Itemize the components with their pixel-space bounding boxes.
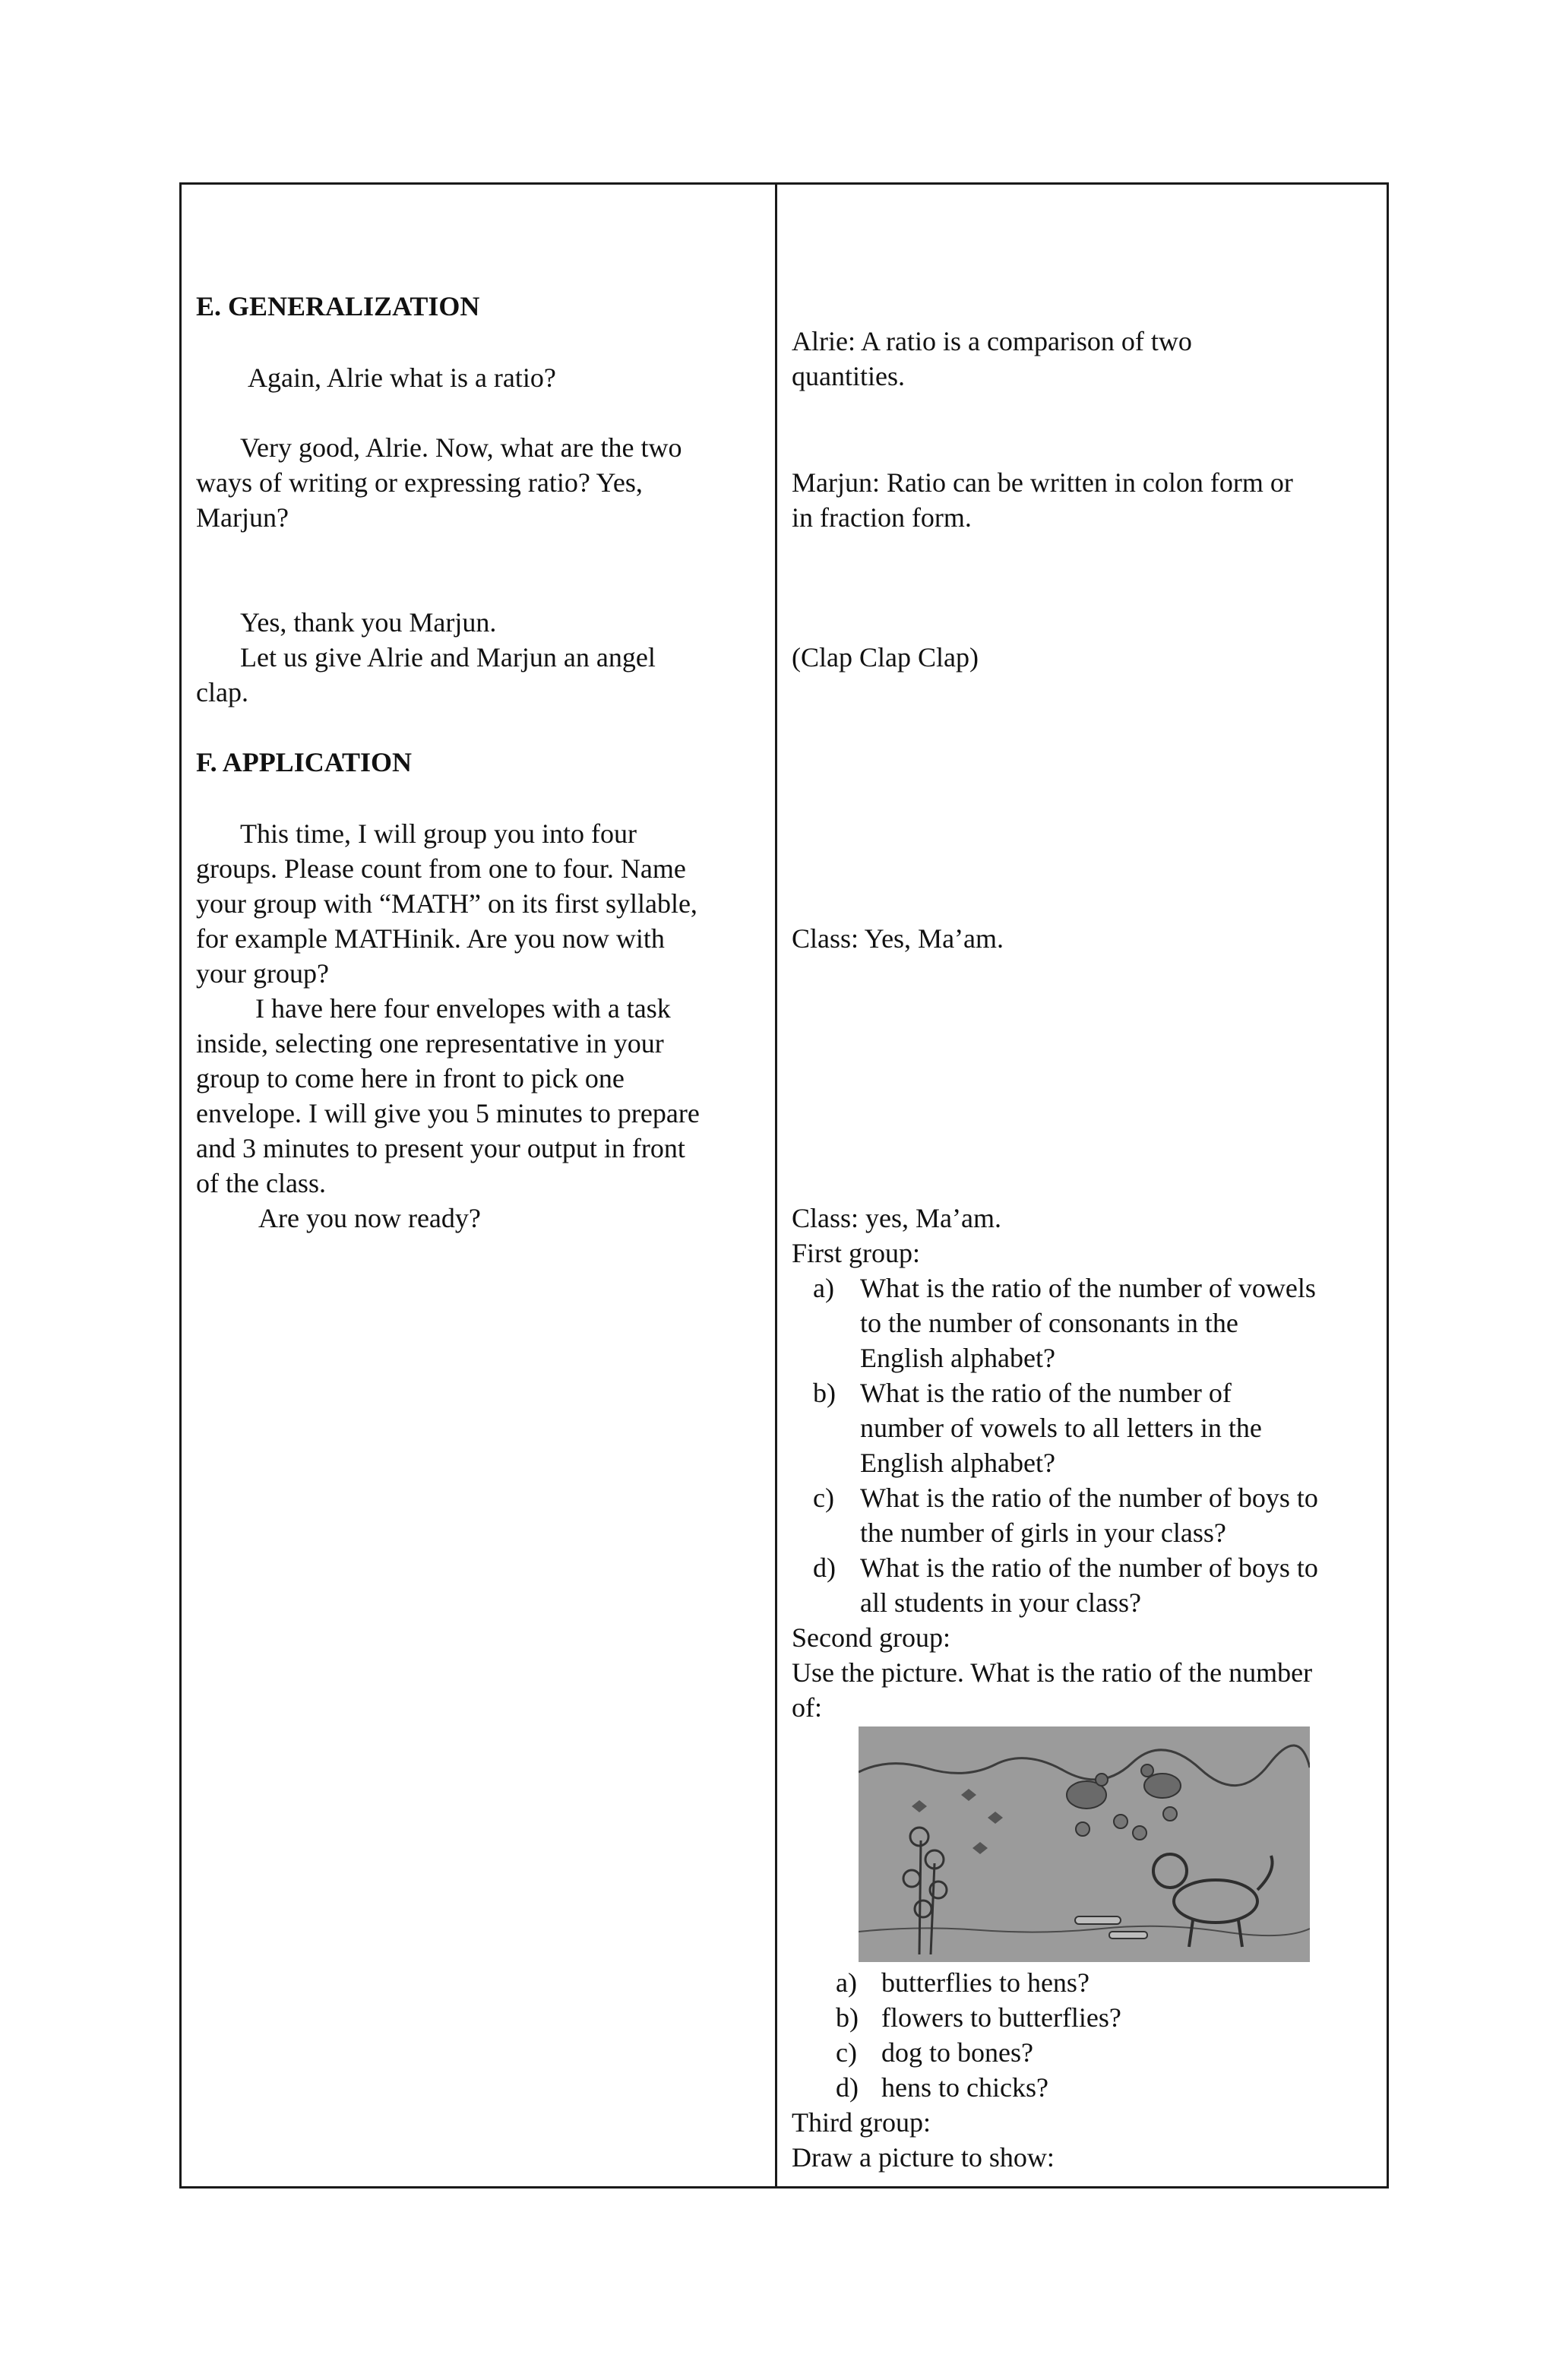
list-item: flowers to butterflies?	[881, 2002, 1121, 2033]
teacher-line: Let us give Alrie and Marjun an angel	[240, 642, 656, 673]
third-group-prompt: Draw a picture to show:	[792, 2142, 1055, 2173]
teacher-line: and 3 minutes to present your output in front	[196, 1133, 685, 1163]
teacher-line: your group?	[196, 958, 329, 989]
list-item: What is the ratio of the number of vowels	[860, 1273, 1316, 1303]
list-item: butterflies to hens?	[881, 1967, 1090, 1998]
list-item: number of vowels to all letters in the	[860, 1413, 1262, 1443]
teacher-line: Yes, thank you Marjun.	[240, 607, 497, 638]
third-group-label: Third group:	[792, 2107, 931, 2138]
second-group-prompt: of:	[792, 1692, 822, 1723]
list-marker: b)	[813, 1378, 836, 1408]
teacher-line: group to come here in front to pick one	[196, 1063, 625, 1093]
list-item: hens to chicks?	[881, 2072, 1048, 2103]
list-item: to the number of consonants in the	[860, 1308, 1238, 1338]
list-item: all students in your class?	[860, 1587, 1141, 1618]
teacher-line: for example MATHinik. Are you now with	[196, 923, 665, 954]
teacher-line: your group with “MATH” on its first syllable,	[196, 888, 697, 919]
teacher-line: This time, I will group you into four	[240, 818, 637, 849]
teacher-line: I have here four envelopes with a task	[255, 993, 671, 1024]
list-item: What is the ratio of the number of boys to	[860, 1552, 1318, 1583]
list-item: What is the ratio of the number of boys to	[860, 1483, 1318, 1513]
teacher-line: of the class.	[196, 1168, 326, 1198]
list-marker: d)	[836, 2072, 859, 2103]
teacher-question-ratio: Again, Alrie what is a ratio?	[248, 362, 556, 393]
class-response: Class: Yes, Ma’am.	[792, 923, 1004, 954]
second-group-label: Second group:	[792, 1622, 950, 1653]
teacher-line: ways of writing or expressing ratio? Yes,	[196, 467, 643, 498]
teacher-line: Very good, Alrie. Now, what are the two	[240, 432, 682, 463]
list-item: dog to bones?	[881, 2037, 1033, 2068]
list-item: the number of girls in your class?	[860, 1518, 1226, 1548]
list-marker: a)	[836, 1967, 857, 1998]
teacher-line: envelope. I will give you 5 minutes to prepare	[196, 1098, 700, 1128]
student-answer-marjun: in fraction form.	[792, 502, 972, 533]
list-item: English alphabet?	[860, 1343, 1055, 1373]
student-answer-alrie: quantities.	[792, 361, 905, 391]
list-marker: b)	[836, 2002, 859, 2033]
teacher-line: groups. Please count from one to four. Name	[196, 853, 686, 884]
class-clap: (Clap Clap Clap)	[792, 642, 979, 673]
list-marker: a)	[813, 1273, 834, 1303]
list-marker: c)	[813, 1483, 834, 1513]
teacher-line: Marjun?	[196, 502, 289, 533]
list-item: English alphabet?	[860, 1448, 1055, 1478]
second-group-prompt: Use the picture. What is the ratio of the number	[792, 1657, 1313, 1688]
generalization-heading: E. GENERALIZATION	[196, 291, 480, 321]
student-answer-alrie: Alrie: A ratio is a comparison of two	[792, 326, 1192, 356]
list-marker: d)	[813, 1552, 836, 1583]
list-item: What is the ratio of the number of	[860, 1378, 1232, 1408]
list-marker: c)	[836, 2037, 857, 2068]
class-response: Class: yes, Ma’am.	[792, 1203, 1001, 1233]
farm-scene-picture	[859, 1726, 1310, 1962]
teacher-line: clap.	[196, 677, 248, 707]
first-group-label: First group:	[792, 1238, 921, 1268]
teacher-line: inside, selecting one representative in your	[196, 1028, 664, 1059]
student-answer-marjun: Marjun: Ratio can be written in colon form or	[792, 467, 1293, 498]
column-divider	[775, 182, 777, 2189]
teacher-question-ready: Are you now ready?	[258, 1203, 481, 1233]
application-heading: F. APPLICATION	[196, 747, 413, 777]
